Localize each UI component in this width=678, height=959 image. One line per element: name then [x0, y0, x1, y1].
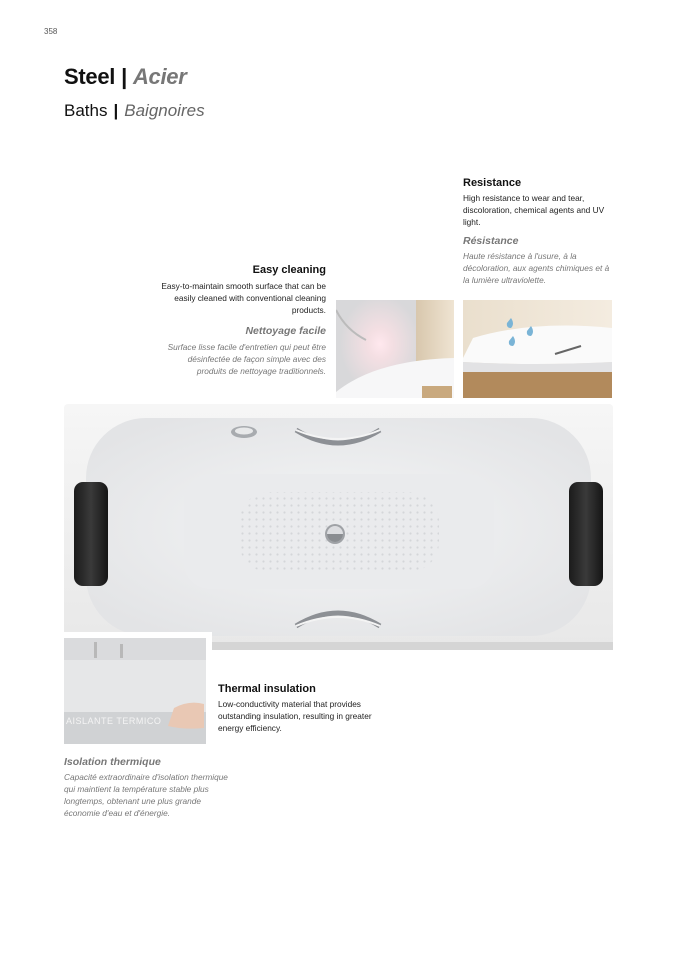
- thermal-photo-caption: AISLANTE TERMICO: [66, 716, 162, 726]
- resistance-block: [463, 177, 613, 286]
- subtitle-en: Baths: [64, 101, 108, 120]
- thermal-block-en: [218, 683, 398, 734]
- cleaning-text-fr: Surface lisse facile d'entretien qui peut être désinfectée de façon simple avec des produits de nettoyage traditionnels.: [167, 342, 326, 376]
- thermal-text-en: Low-conductivity material that provides outstanding insulation, resulting in greater energy efficiency.: [218, 699, 372, 733]
- thermal-photo-graphic: [64, 638, 212, 746]
- cleaning-block: [160, 264, 326, 377]
- page-subtitle: [64, 101, 205, 121]
- resistance-photo: [463, 300, 612, 398]
- resistance-text-en: High resistance to wear and tear, discoloration, chemical agents and UV light.: [463, 193, 605, 227]
- thermal-text-fr: Capacité extraordinaire d'isolation thermique qui maintient la température stable plus longtemps, obtenant une plus grande économie d'eau et d'énergie.: [64, 772, 228, 818]
- title-en: Steel: [64, 64, 116, 89]
- cleaning-photo-graphic: [336, 300, 454, 398]
- subtitle-fr: Baignoires: [124, 101, 205, 120]
- title-separator: |: [121, 64, 127, 89]
- page-number: 358: [44, 27, 58, 36]
- bathtub-graphic: [64, 404, 613, 654]
- thermal-title-fr: Isolation thermique: [64, 756, 161, 768]
- thermal-photo-frame: [64, 632, 212, 746]
- resistance-title-en: Resistance: [463, 177, 522, 189]
- cleaning-text-en: Easy-to-maintain smooth surface that can be easily cleaned with conventional cleaning products.: [161, 281, 326, 315]
- page-title: [64, 64, 187, 90]
- resistance-photo-graphic: [463, 300, 612, 398]
- resistance-title-fr: Résistance: [463, 235, 519, 247]
- resistance-text-fr: Haute résistance à l'usure, à la décoloration, aux agents chimiques et à la lumière ultraviolette.: [463, 251, 610, 285]
- thermal-block-fr: [64, 756, 234, 819]
- cleaning-photo: [336, 300, 454, 398]
- cleaning-title-en: Easy cleaning: [252, 264, 326, 276]
- title-fr: Acier: [132, 64, 187, 89]
- bathtub-photo: [64, 404, 613, 654]
- thermal-title-en: Thermal insulation: [218, 683, 316, 695]
- subtitle-separator: |: [113, 101, 119, 120]
- cleaning-title-fr: Nettoyage facile: [245, 325, 326, 337]
